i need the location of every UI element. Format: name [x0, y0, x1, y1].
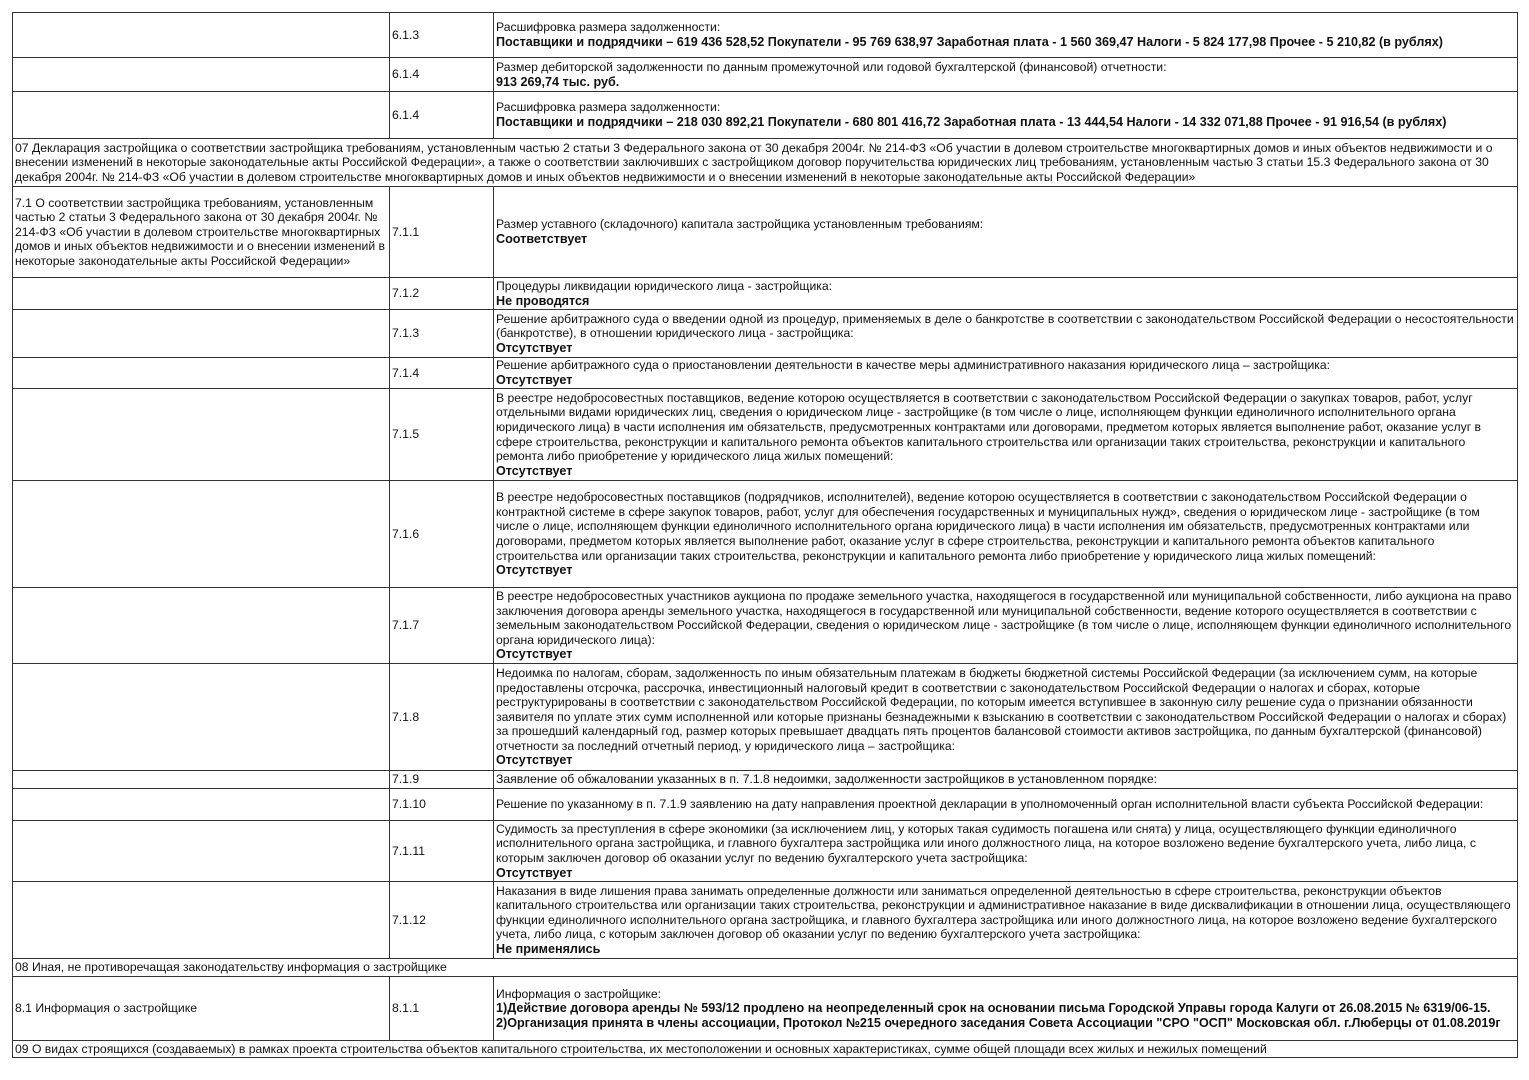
- field-value: Отсутствует: [496, 373, 573, 387]
- field-label: В реестре недобросовестных участников аукциона по продаже земельного участка, находящегося в государственной или муниципальной собственности, либо аукциона на право заключения договора аренды земельного участка, находящегося в государственной или муниципальной собственности, ведение которого осуществляется в соответствии с земельным законодательством Российской Федерации, сведения о юридическом лице - застройщике (в том числе о лице, исполняющем функции единоличного исполнительного органа юридического лица):: [496, 589, 1512, 647]
- row-group-label: [13, 389, 390, 481]
- row-number: 7.1.3: [390, 310, 494, 358]
- table-row: [13, 310, 1518, 358]
- row-number: 6.1.4: [390, 92, 494, 139]
- row-group-label: [13, 358, 390, 389]
- declaration-table: [12, 12, 1518, 1058]
- field-label: Процедуры ликвидации юридического лица - застройщика:: [496, 278, 833, 293]
- row-number: 7.1.4: [390, 358, 494, 389]
- field-value: 913 269,74 тыс. руб.: [496, 74, 620, 89]
- row-content: [494, 310, 1518, 358]
- row-group-label: [13, 13, 390, 58]
- field-label: Расшифровка размера задолженности:: [496, 20, 721, 35]
- row-content: [494, 882, 1518, 959]
- row-number: 7.1.7: [390, 588, 494, 664]
- table-row: [13, 58, 1518, 92]
- field-label: Размер дебиторской задолженности по данным промежуточной или годовой бухгалтерской (финансовой) отчетности:: [496, 59, 1167, 74]
- field-label: В реестре недобросовестных поставщиков (подрядчиков, исполнителей), ведение которою осуществляется в соответствии с законодательством Российской Федерации о контрактной системе в сфере закупок товаров, работ, услуг для обеспечения государственных и муниципальных нужд», сведения о юридическом лице - застройщике (в том числе о лице, исполняющем функции единоличного исполнительного органа юридического лица) в части исполнения им обязательств, предусмотренных контрактами или договорами, предметом которых является выполнение работ, оказание услуг в сфере строительства, реконструкции и капитального ремонта объектов капитального строительства или организации таких строительства, реконструкции и капитального ремонта либо приобретение у юридического лица жилых помещений:: [496, 490, 1480, 563]
- row-number: 7.1.1: [390, 187, 494, 278]
- field-value: Отсутствует: [496, 647, 573, 662]
- field-label: В реестре недобросовестных поставщиков, ведение которою осуществляется в соответствии с законодательством Российской Федерации о закупках товаров, работ, услуг отдельными видами юридических лиц, сведения о юридическом лице - застройщике (в том числе о лице, исполняющем функции единоличного исполнительного органа юридического лица) в части исполнения им обязательств, предусмотренных контрактами или договорами, предметом которых является выполнение работ, оказание услуг в сфере строительства, реконструкции и капитального ремонта объектов капитального строительства или организации таких строительства, реконструкции и капитального ремонта либо приобретение у юридического лица жилых помещений:: [496, 390, 1482, 464]
- row-number: 7.1.10: [390, 789, 494, 821]
- row-content: [494, 789, 1518, 821]
- table-row: [13, 789, 1518, 821]
- row-number: 7.1.2: [390, 278, 494, 310]
- field-value: Отсутствует: [496, 463, 573, 478]
- table-row: [13, 358, 1518, 389]
- table-row: [13, 588, 1518, 664]
- field-label: Решение по указанному в п. 7.1.9 заявлению на дату направления проектной декларации в уполномоченный орган исполнительной власти субъекта Российской Федерации:: [496, 797, 1484, 812]
- table-row: [13, 977, 1518, 1041]
- section-row: [13, 139, 1518, 187]
- field-value: Отсутствует: [496, 340, 573, 355]
- field-value: 1)Действие договора аренды № 593/12 продлено на неопределенный срок на основании письма Городской Управы города Калуги от 26.08.2015 № 6319/06-15. 2)Организация принята в члены ассоциации, Протокол №215 очередного заседания Совета Ассоциации "СРО "ОСП" Московская обл. г.Люберцы от 01.08.2019г: [496, 1001, 1501, 1030]
- table-row: [13, 771, 1518, 789]
- field-label: Расшифровка размера задолженности:: [496, 100, 721, 115]
- row-number: 8.1.1: [390, 977, 494, 1041]
- section-heading: 08 Иная, не противоречащая законодательству информация о застройщике: [13, 959, 1518, 977]
- field-value: Соответствует: [496, 232, 588, 246]
- row-content: [494, 92, 1518, 139]
- row-content: [494, 187, 1518, 278]
- field-label: Решение арбитражного суда о приостановлении деятельности в качестве меры административного наказания юридического лица – застройщика:: [496, 358, 1331, 373]
- field-value: Не проводятся: [496, 293, 590, 308]
- row-number: 6.1.4: [390, 58, 494, 92]
- field-value: Отсутствует: [496, 753, 573, 768]
- row-group-label: 7.1 О соответствии застройщика требованиям, установленным частью 2 статьи 3 Федерального закона от 30 декабря 2004г. № 214-ФЗ «Об участии в долевом строительстве многоквартирных домов и иных объектов недвижимости и о внесении изменений в некоторые законодательные акты Российской Федерации»: [13, 187, 390, 278]
- table-row: [13, 278, 1518, 310]
- table-row: [13, 13, 1518, 58]
- row-content: [494, 664, 1518, 771]
- row-content: [494, 58, 1518, 92]
- table-row: [13, 92, 1518, 139]
- row-group-label: [13, 92, 390, 139]
- row-content: [494, 771, 1518, 789]
- row-group-label: [13, 588, 390, 664]
- row-group-label: [13, 310, 390, 358]
- row-content: [494, 278, 1518, 310]
- field-label: Заявление об обжаловании указанных в п. 7.1.8 недоимки, задолженности застройщиков в установленном порядке:: [496, 772, 1158, 787]
- table-row: [13, 664, 1518, 771]
- field-value: Отсутствует: [496, 563, 573, 578]
- field-label: Решение арбитражного суда о введении одной из процедур, применяемых в деле о банкротстве в соответствии с законодательством Российской Федерации о несостоятельности (банкротстве), в отношении юридического лица - застройщика:: [496, 311, 1514, 341]
- row-group-label: [13, 771, 390, 789]
- row-content: [494, 481, 1518, 588]
- table-row: [13, 481, 1518, 588]
- section-heading: 07 Декларация застройщика о соответствии застройщика требованиям, установленным частью 2 статьи 3 Федерального закона от 30 декабря 2004г. № 214-ФЗ «Об участии в долевом строительстве многоквартирных домов и иных объектов недвижимости и о внесении изменений в некоторые законодательные акты Российской Федерации», а также о соответствии заключивших с застройщиком договор поручительства юридических лиц требованиям, установленным частью 3 статьи 15.3 Федерального закона от 30 декабря 2004г. № 214-ФЗ «Об участии в долевом строительстве многоквартирных домов и иных объектов недвижимости и о внесении изменений в некоторые законодательные акты Российской Федерации»: [13, 139, 1518, 187]
- field-value: Не применялись: [496, 941, 601, 956]
- row-number: 7.1.6: [390, 481, 494, 588]
- field-value: Поставщики и подрядчики – 619 436 528,52 Покупатели - 95 769 638,97 Заработная плата - 1 560 369,47 Налоги - 5 824 177,98 Прочее - 5 210,82 (в рублях): [496, 35, 1443, 49]
- row-number: 7.1.12: [390, 882, 494, 959]
- row-group-label: [13, 664, 390, 771]
- field-value: Поставщики и подрядчики – 218 030 892,21 Покупатели - 680 801 416,72 Заработная плата - 13 444,54 Налоги - 14 332 071,88 Прочее - 91 916,54 (в рублях): [496, 115, 1447, 129]
- field-value: Отсутствует: [496, 865, 573, 880]
- table-row: [13, 187, 1518, 278]
- table-row: [13, 882, 1518, 959]
- row-content: [494, 389, 1518, 481]
- row-content: [494, 821, 1518, 882]
- table-row: [13, 389, 1518, 481]
- row-number: 7.1.9: [390, 771, 494, 789]
- row-group-label: [13, 481, 390, 588]
- section-row: [13, 959, 1518, 977]
- field-label: Недоимка по налогам, сборам, задолженность по иным обязательным платежам в бюджеты бюджетной системы Российской Федерации (за исключением сумм, на которые предоставлены отсрочка, рассрочка, инвестиционный налоговый кредит в соответствии с законодательством Российской Федерации о налогах и сборах, которые реструктурированы в соответствии с законодательством Российской Федерации, по которым имеется вступившее в законную силу решение суда о признании обязанности заявителя по уплате этих сумм исполненной или которые признаны безнадежными к взысканию в соответствии с законодательством Российской Федерации о налогах и сборах) за прошедший календарный год, размер которых превышает двадцать пять процентов балансовой стоимости активов застройщика, по данным бухгалтерской (финансовой) отчетности за последний отчетный период, у юридического лица – застройщика:: [496, 665, 1507, 753]
- row-group-label: 8.1 Информация о застройщике: [13, 977, 390, 1041]
- row-content: [494, 13, 1518, 58]
- row-group-label: [13, 882, 390, 959]
- row-group-label: [13, 821, 390, 882]
- field-label: Размер уставного (складочного) капитала застройщика установленным требованиям:: [496, 217, 984, 232]
- row-content: [494, 977, 1518, 1041]
- field-label: Информация о застройщике:: [496, 986, 662, 1001]
- row-group-label: [13, 58, 390, 92]
- row-content: [494, 588, 1518, 664]
- field-label: Судимость за преступления в сфере экономики (за исключением лиц, у которых такая судимость погашена или снята) у лица, осуществляющего функции единоличного исполнительного органа застройщика, и главного бухгалтера застройщика или иного должностного лица, на которое возложено ведение бухгалтерского учета, либо лица, с которым заключен договор об оказании услуг по ведению бухгалтерского учета застройщика:: [496, 821, 1476, 865]
- section-row: [13, 1041, 1518, 1058]
- section-heading: 09 О видах строящихся (создаваемых) в рамках проекта строительства объектов капитального строительства, их местоположении и основных характеристиках, сумме общей площади всех жилых и нежилых помещений: [13, 1041, 1518, 1058]
- row-number: 7.1.8: [390, 664, 494, 771]
- row-group-label: [13, 278, 390, 310]
- row-group-label: [13, 789, 390, 821]
- row-content: [494, 358, 1518, 389]
- row-number: 7.1.5: [390, 389, 494, 481]
- table-row: [13, 821, 1518, 882]
- row-number: 7.1.11: [390, 821, 494, 882]
- field-label: Наказания в виде лишения права занимать определенные должности или заниматься определенной деятельностью в сфере строительства, реконструкции объектов капитального строительства или организации таких строительства, реконструкции и административное наказание в виде дисквалификации в отношении лица, осуществляющего функции единоличного исполнительного органа застройщика, и главного бухгалтера застройщика или иного должностного лица, на которое возложено ведение бухгалтерского учета, либо лица, с которым заключен договор об оказании услуг по ведению бухгалтерского учета застройщика:: [496, 883, 1511, 942]
- row-number: 6.1.3: [390, 13, 494, 58]
